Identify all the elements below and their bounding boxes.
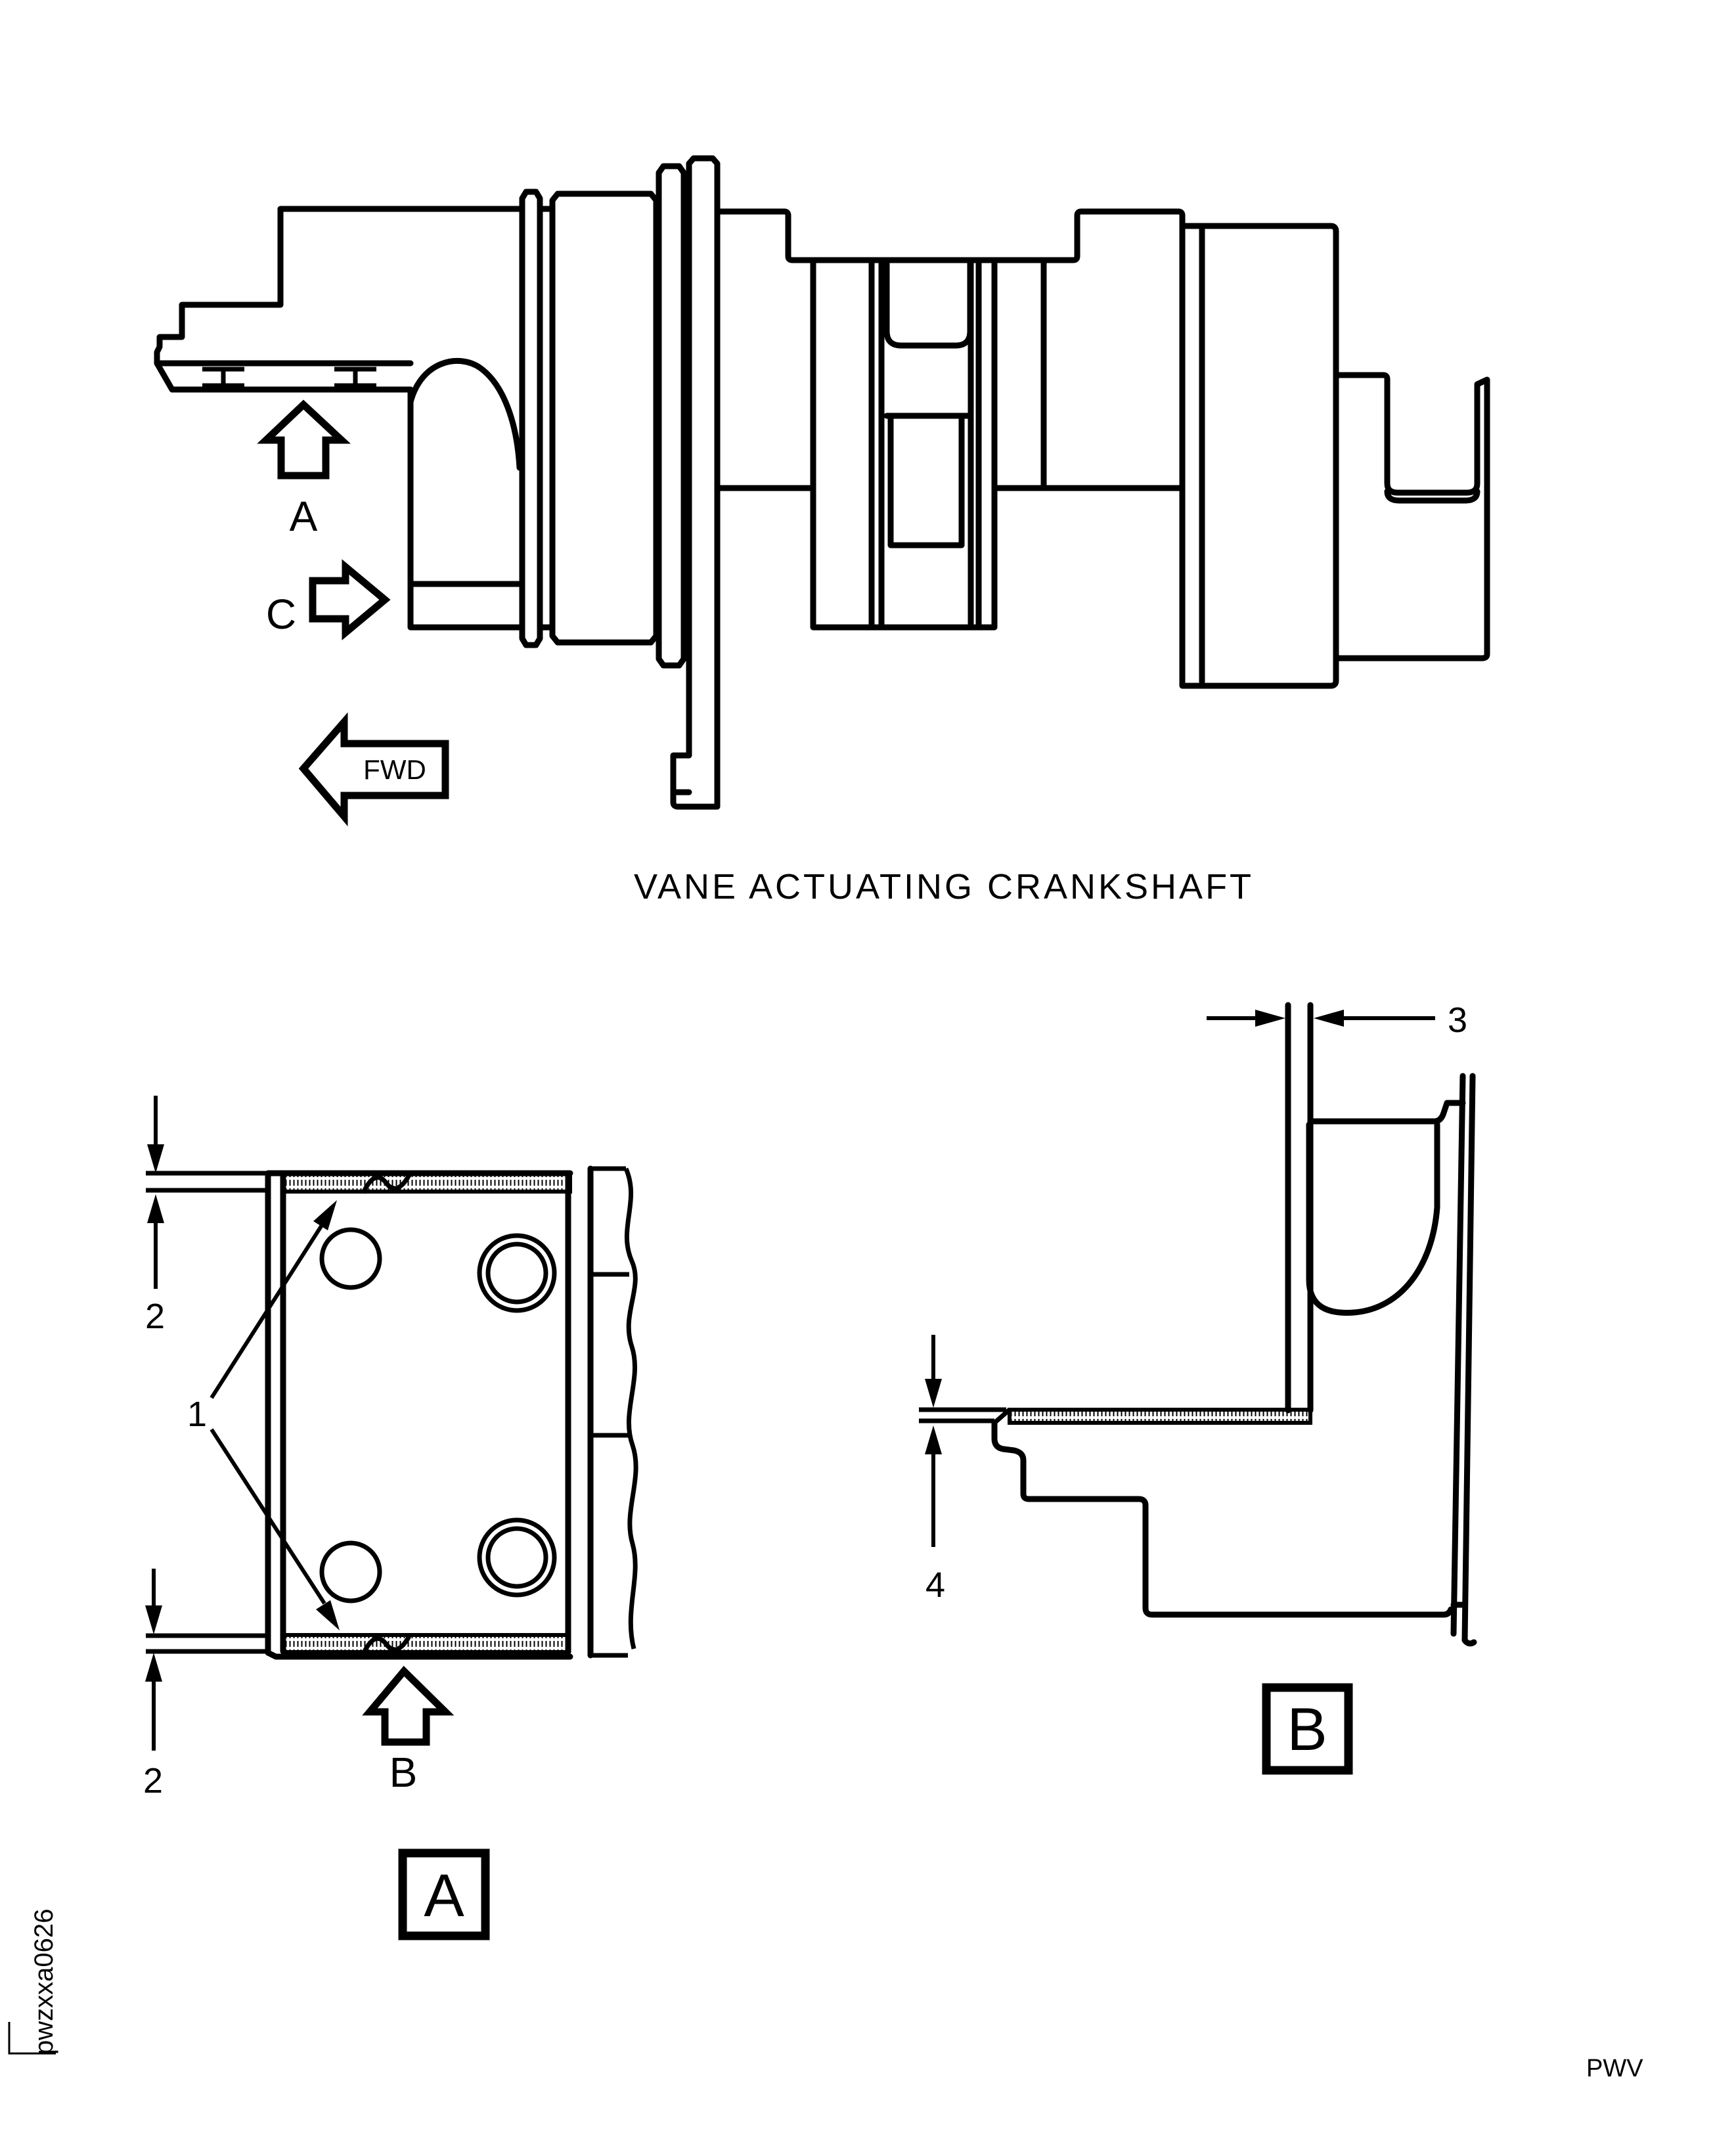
detail-b-box-label: B [1287,1696,1327,1763]
fwd-direction-label: FWD [363,754,426,785]
view-b-arrow-label: B [389,1749,418,1796]
callout-4-label: 4 [925,1565,946,1605]
detail-b-wear-strip [1010,1410,1310,1423]
view-c-arrow-label: C [265,591,297,638]
callout-2-label: 2 [143,1761,164,1801]
figure-id-vertical-text: pwzxxa0626 [30,1908,58,2055]
page-code: PWV [1586,2055,1643,2082]
view-a-arrow-label: A [289,493,318,540]
callout-2-label: 2 [145,1297,166,1336]
callout-1-label: 1 [187,1395,208,1434]
figure-title: VANE ACTUATING CRANKSHAFT [633,867,1255,907]
detail-a-box-label: A [424,1862,464,1929]
detail-a-top-wear-strip [283,1174,570,1192]
callout-3-label: 3 [1448,1000,1468,1040]
detail-a-bottom-wear-strip [283,1635,568,1652]
